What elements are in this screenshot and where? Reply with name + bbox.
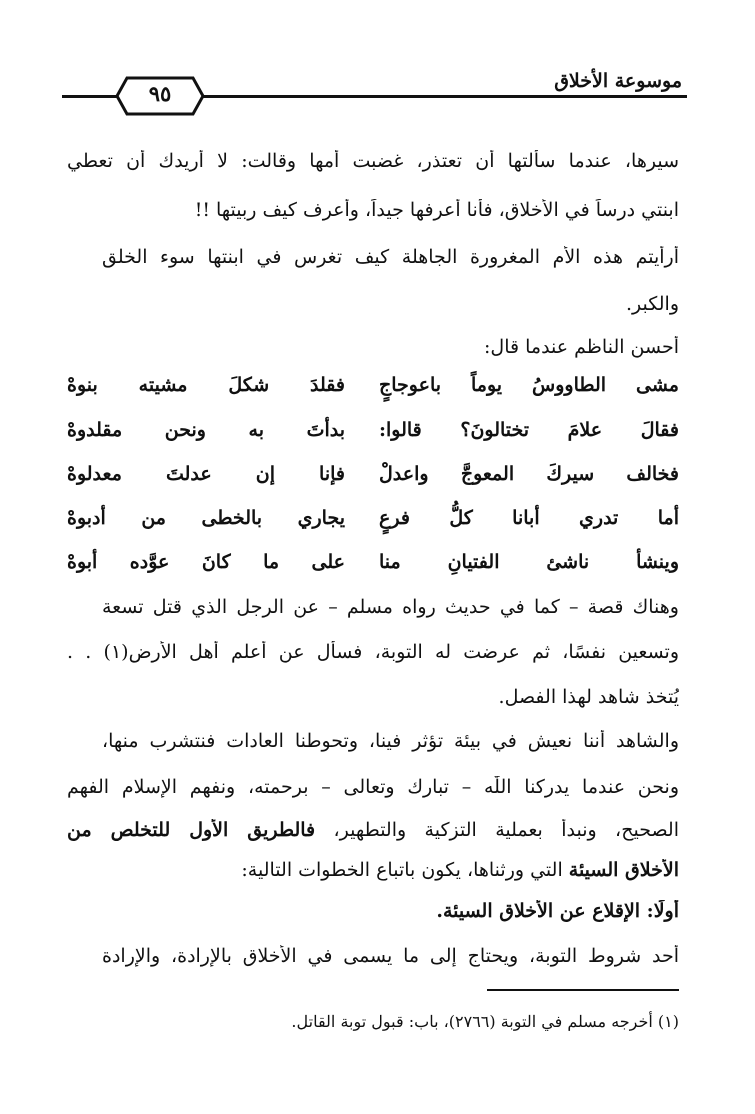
- footnote: (١) أخرجه مسلم في التوبة (٢٧٦٦)، باب: قبول توبة القاتل.: [291, 1012, 679, 1031]
- poem-verse-1-second: فقلدَ شكلَ مشيته بنوهْ: [67, 374, 345, 396]
- p5-line-4-plain: التي ورثناها، يكون باتباع الخطوات التالية:: [241, 859, 569, 881]
- poem-verse-3-second: فإنا إن عدلتَ معدلوهْ: [67, 463, 345, 485]
- poem-verse-5-second: على ما كانَ عوَّده أبوهْ: [67, 551, 345, 573]
- section-heading: أولًا: الإقلاع عن الأخلاق السيئة.: [436, 900, 679, 922]
- poem-verse-2-first: فقالَ علامَ تختالونَ؟ قالوا:: [379, 419, 679, 441]
- p5-line-2: ونحن عندما يدركنا اللّٰه – تبارك وتعالى – برحمته، ونفهم الإسلام الفهم: [67, 776, 679, 798]
- poem-verse-2-second: بدأتَ به ونحن مقلدوهْ: [67, 419, 345, 441]
- poem-verse-4-second: يجاري بالخطى من أدبوهْ: [67, 507, 345, 529]
- p4-line-3: يُتخذ شاهد لهذا الفصل.: [498, 686, 679, 708]
- header-rule-right: [197, 95, 687, 98]
- p1-line-1: سيرها، عندما سألتها أن تعتذر، غضبت أمها وقالت: لا أريدك أن تعطي: [67, 150, 679, 172]
- p4-line-2: وتسعين نفسًا، ثم عرضت له التوبة، فسأل عن أعلم أهل الأرض(١) . .: [67, 641, 679, 663]
- p5-line-1: والشاهد أننا نعيش في بيئة تؤثر فينا، وتحوطنا العادات فنتشرب منها،: [102, 730, 679, 752]
- page-number-badge: [115, 75, 205, 117]
- p2-line-2: والكبر.: [626, 293, 679, 315]
- p5-line-3: [67, 819, 679, 841]
- poem-intro: أحسن الناظم عندما قال:: [483, 336, 679, 358]
- footnote-rule: [487, 989, 679, 991]
- p4-line-1: وهناك قصة – كما في حديث رواه مسلم – عن الرجل الذي قتل تسعة: [102, 596, 679, 618]
- p5-line-3-bold: فالطريق الأول للتخلص من: [67, 819, 316, 841]
- p5-line-3-plain: الصحيح، ونبدأ بعملية التزكية والتطهير،: [315, 819, 679, 841]
- poem-verse-4-first: أما تدري أبانا كلُّ فرعٍ: [379, 507, 679, 529]
- p5-line-4-bold: الأخلاق السيئة: [568, 859, 679, 881]
- p1-line-2: ابنتي درساً في الأخلاق، فأنا أعرفها جيداً، وأعرف كيف ربيتها !!: [194, 199, 679, 221]
- p5-line-4: [67, 859, 679, 881]
- p6-line-1: أحد شروط التوبة، ويحتاج إلى ما يسمى في الأخلاق بالإرادة، والإرادة: [102, 945, 679, 967]
- page-number: ٩٥: [148, 81, 172, 106]
- poem-verse-1-first: مشى الطاووسُ يوماً باعوجاجٍ: [379, 374, 679, 396]
- running-title: موسوعة الأخلاق: [554, 70, 682, 92]
- poem-verse-5-first: وينشأ ناشئ الفتيانِ منا: [379, 551, 679, 573]
- poem-verse-3-first: فخالف سيركَ المعوجَّ واعدلْ: [379, 463, 679, 485]
- p2-line-1: أرأيتم هذه الأم المغرورة الجاهلة كيف تغرس في ابنتها سوء الخلق: [102, 246, 679, 268]
